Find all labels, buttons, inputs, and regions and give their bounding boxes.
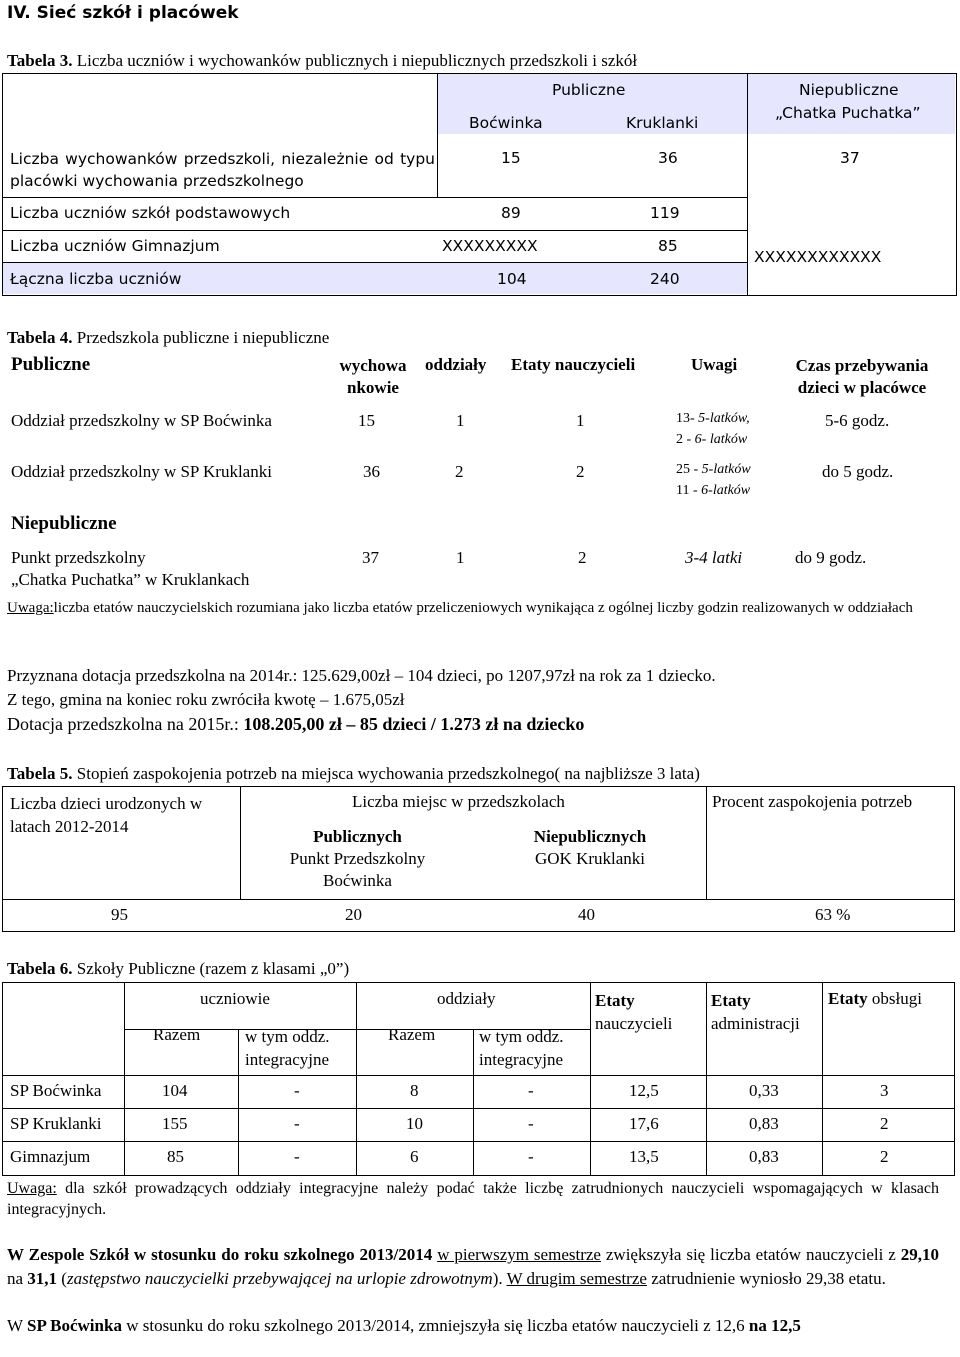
t5-header-niepublicznych [474,826,706,870]
t5-value-pub: 20 [345,905,362,924]
t4-uwagi-text: 5-latków, [698,411,750,426]
t6-header-etaty-a [711,989,800,1035]
t6-cell: 8 [410,1081,419,1100]
dotacja-line3-value: 108.205,00 zł – 85 dzieci / 1.273 zł na dziecko [243,714,585,734]
para1-d: 29,10 [900,1245,940,1264]
t4-header-publiczne: Publiczne [11,354,91,375]
table3-caption [7,51,637,71]
section-title: IV. Sieć szkół i placówek [7,3,239,23]
t4-uwagi-num: 11 - [676,483,698,498]
table3 [2,73,957,296]
t4-uwagi-text: 5-latków [701,462,751,477]
t5-publicznych-sub: Punkt Przedszkolny [289,849,426,868]
table6-caption-text: Szkoły Publiczne (razem z klasami „0”) [76,959,350,978]
t4-cell: 2 [576,462,585,481]
t6-header-wtym: w tym oddz. integracyjne [479,1027,564,1069]
table6-caption [7,959,349,979]
t6-cell: 155 [162,1114,188,1133]
t6-cell: 104 [162,1081,188,1100]
t6-cell: - [294,1147,300,1166]
t3-cell: 240 [650,270,680,288]
t6-cell: 13,5 [629,1147,659,1166]
t6-etaty-o-1: Etaty [828,989,868,1008]
para1-e: na [7,1269,28,1288]
para1-j: W drugim semestrze [506,1269,647,1288]
t3-header-niepubliczne: Niepubliczne [799,81,899,99]
t3-row-label: Liczba uczniów szkół podstawowych [10,204,291,222]
para1-b: w pierwszym semestrze [437,1245,601,1264]
t4-uwagi-num: 2 - [676,432,692,447]
t4-header-etaty: Etaty nauczycieli [511,355,636,374]
t6-cell: - [528,1147,534,1166]
t6-cell: - [528,1081,534,1100]
t3-cell: 36 [658,149,678,167]
t4-cell: 1 [456,548,465,567]
t6-cell: 2 [880,1114,889,1133]
t6-cell: 85 [167,1147,184,1166]
table3-caption-label: Tabela 3. [7,51,73,70]
t3-row-label: Liczba wychowanków przedszkoli, niezależnie od typu placówki wychowania przedszkolnego [10,150,435,190]
t3-cell: 104 [497,270,527,288]
t4-note [7,598,939,619]
t4-uwagi [676,483,750,499]
t6-header-razem: Razem [153,1025,201,1044]
para1-f: 31,1 [27,1269,58,1288]
dotacja-line1: Przyznana dotacja przedszkolna na 2014r.: 125.629,00zł – 104 dzieci, po 1207,97zł na rok za 1 dziecko. [7,666,716,685]
t6-row-name: SP Kruklanki [10,1114,102,1133]
table4 [0,350,960,650]
t6-header-wtym: w tym oddz. integracyjne [245,1027,330,1069]
t3-row-label: Liczba uczniów Gimnazjum [10,237,220,255]
t5-niepublicznych-sub: GOK Kruklanki [534,849,645,868]
table3-caption-text: Liczba uczniów i wychowanków publicznych i niepublicznych przedszkoli i szkół [76,51,638,70]
t6-note [7,1178,939,1220]
paragraph-sp-bocwinka [7,1314,939,1338]
t3-header-publiczne: Publiczne [552,81,626,99]
table6-caption-label: Tabela 6. [7,959,73,978]
t6-header-etaty-n [595,989,672,1035]
t3-header-chatka: „Chatka Puchatka” [775,104,921,122]
t6-cell: 3 [880,1081,889,1100]
t6-cell: - [528,1114,534,1133]
t5-value-niepub: 40 [578,905,595,924]
t3-cell: 89 [501,204,521,222]
para2-a: W [7,1316,27,1335]
t6-row-name: SP Boćwinka [10,1081,102,1100]
t4-uwagi-num: 13- [676,411,695,426]
t4-uwagi-num: 25 - [676,462,699,477]
t6-header-oddzialy: oddziały [437,989,496,1008]
para1-k: zatrudnienie wyniosło 29,38 etatu. [646,1269,886,1288]
t6-cell: 2 [880,1147,889,1166]
t6-cell: 0,33 [749,1081,779,1100]
para1-i: ). [492,1269,507,1288]
t4-cell: 2 [578,548,587,567]
t5-value-dzieci: 95 [111,905,128,924]
t4-cell: 36 [363,462,380,481]
t5-header-publicznych [241,826,474,892]
para2-c: w stosunku do roku szkolnego 2013/2014, zmniejszyła się liczba etatów nauczycieli z 12,6 [121,1316,749,1335]
t3-header-bocwinka: Boćwinka [469,114,543,132]
t4-row-name: Oddział przedszkolny w SP Boćwinka [11,411,272,430]
t3-header-kruklanki: Kruklanki [626,114,699,132]
t3-merged-x: XXXXXXXXXXXX [754,248,882,266]
table5-caption-label: Tabela 5. [7,764,73,783]
t6-etaty-n-1: Etaty [595,991,635,1010]
t3-cell: 85 [658,237,678,255]
t3-row-label: Łączna liczba uczniów [10,270,182,288]
t4-cell: 1 [456,411,465,430]
t6-note-label: Uwaga: [7,1180,57,1197]
t6-row-name: Gimnazjum [10,1147,91,1166]
dotacja-line3-label: Dotacja przedszkolna na 2015r.: [7,714,244,734]
t4-np-name: „Chatka Puchatka” w Kruklankach [11,570,250,589]
t4-czas: do 9 godz. [795,548,867,567]
para1-g: ( [57,1269,67,1288]
table4-caption [7,328,329,348]
t5-header-procent: Procent zaspokojenia potrzeb [712,792,913,811]
t4-cell: 2 [455,462,464,481]
para1-a: W Zespole Szkół w stosunku do roku szkolnego 2013/2014 [7,1245,433,1264]
t6-etaty-a-2: administracji [711,1014,800,1033]
t5-publicznych-title: Publicznych [313,827,402,846]
t6-cell: 0,83 [749,1147,779,1166]
t4-row-name: Oddział przedszkolny w SP Kruklanki [11,462,272,481]
t4-cell: 1 [576,411,585,430]
t4-czas: do 5 godz. [822,462,894,481]
t5-publicznych-sub: Boćwinka [323,871,392,890]
t6-cell: - [294,1081,300,1100]
paragraph-zespol [7,1243,939,1291]
t6-etaty-n-2: nauczycieli [595,1014,673,1033]
table6 [2,982,955,1176]
t6-note-text: dla szkół prowadzących oddziały integracyjne należy podać także liczbę zatrudnionych nauczycieli wspomagających w klasach integracyjnych. [7,1180,939,1218]
t4-uwagi-text: 6- latków [694,432,748,447]
table4-caption-label: Tabela 4. [7,328,73,347]
table4-caption-text: Przedszkola publiczne i niepubliczne [76,328,330,347]
t4-header-niepubliczne: Niepubliczne [11,513,117,534]
t4-czas: 5-6 godz. [825,411,890,430]
t6-cell: 17,6 [629,1114,659,1133]
t3-cell: XXXXXXXXX [442,237,538,255]
t4-header-wychowankowie: wychowa nkowie [339,356,407,397]
t6-cell: 6 [410,1147,419,1166]
t6-header-uczniowie: uczniowie [200,989,270,1008]
t6-cell: 10 [406,1114,423,1133]
t3-cell: 15 [501,149,521,167]
t4-note-label: Uwaga: [7,600,54,616]
t5-value-procent: 63 % [815,905,851,924]
t6-header-razem: Razem [388,1025,436,1044]
t4-uwagi [676,432,747,448]
para1-h: zastępstwo nauczycielki przebywającej na urlopie zdrowotnym [66,1269,493,1288]
t4-np-name: Punkt przedszkolny [11,548,146,567]
t4-header-uwagi: Uwagi [691,355,738,374]
t6-etaty-o-2: obsługi [871,989,922,1008]
t4-note-text: liczba etatów nauczycielskich rozumiana jako liczba etatów przeliczeniowych wynikająca z ogólnej liczby godzin realizowanych w oddziałach [53,600,913,616]
t6-cell: 12,5 [629,1081,659,1100]
para2-d: na 12,5 [748,1316,801,1335]
para1-c: zwiększyła się liczba etatów nauczycieli z [600,1245,901,1264]
t6-etaty-a-1: Etaty [711,991,751,1010]
table5 [2,786,955,932]
t6-cell: - [294,1114,300,1133]
t5-header-dzieci: Liczba dzieci urodzonych w latach 2012-2014 [10,794,203,836]
table5-caption [7,764,700,784]
t5-header-miejsc: Liczba miejsc w przedszkolach [352,792,565,811]
t4-cell: 37 [362,548,379,567]
t4-uwagi-text: 6-latków [701,483,751,498]
para2-b: SP Boćwinka [27,1316,122,1335]
table5-caption-text: Stopień zaspokojenia potrzeb na miejsca wychowania przedszkolnego( na najbliższe 3 lata) [76,764,700,783]
dotacja-line3 [7,714,584,735]
t4-cell: 15 [358,411,375,430]
dotacja-line2: Z tego, gmina na koniec roku zwróciła kwotę – 1.675,05zł [7,690,405,709]
t6-cell: 0,83 [749,1114,779,1133]
t6-header-etaty-o [828,989,922,1009]
t4-header-czas: Czas przebywania dzieci w placówce [795,356,929,397]
t5-niepublicznych-title: Niepublicznych [533,827,647,846]
t4-header-oddzialy: oddziały [425,355,487,374]
t3-cell: 119 [650,204,680,222]
t4-np-uwagi: 3-4 latki [685,548,743,567]
t4-uwagi [676,462,751,478]
t3-cell: 37 [840,149,860,167]
t4-uwagi [676,411,750,427]
